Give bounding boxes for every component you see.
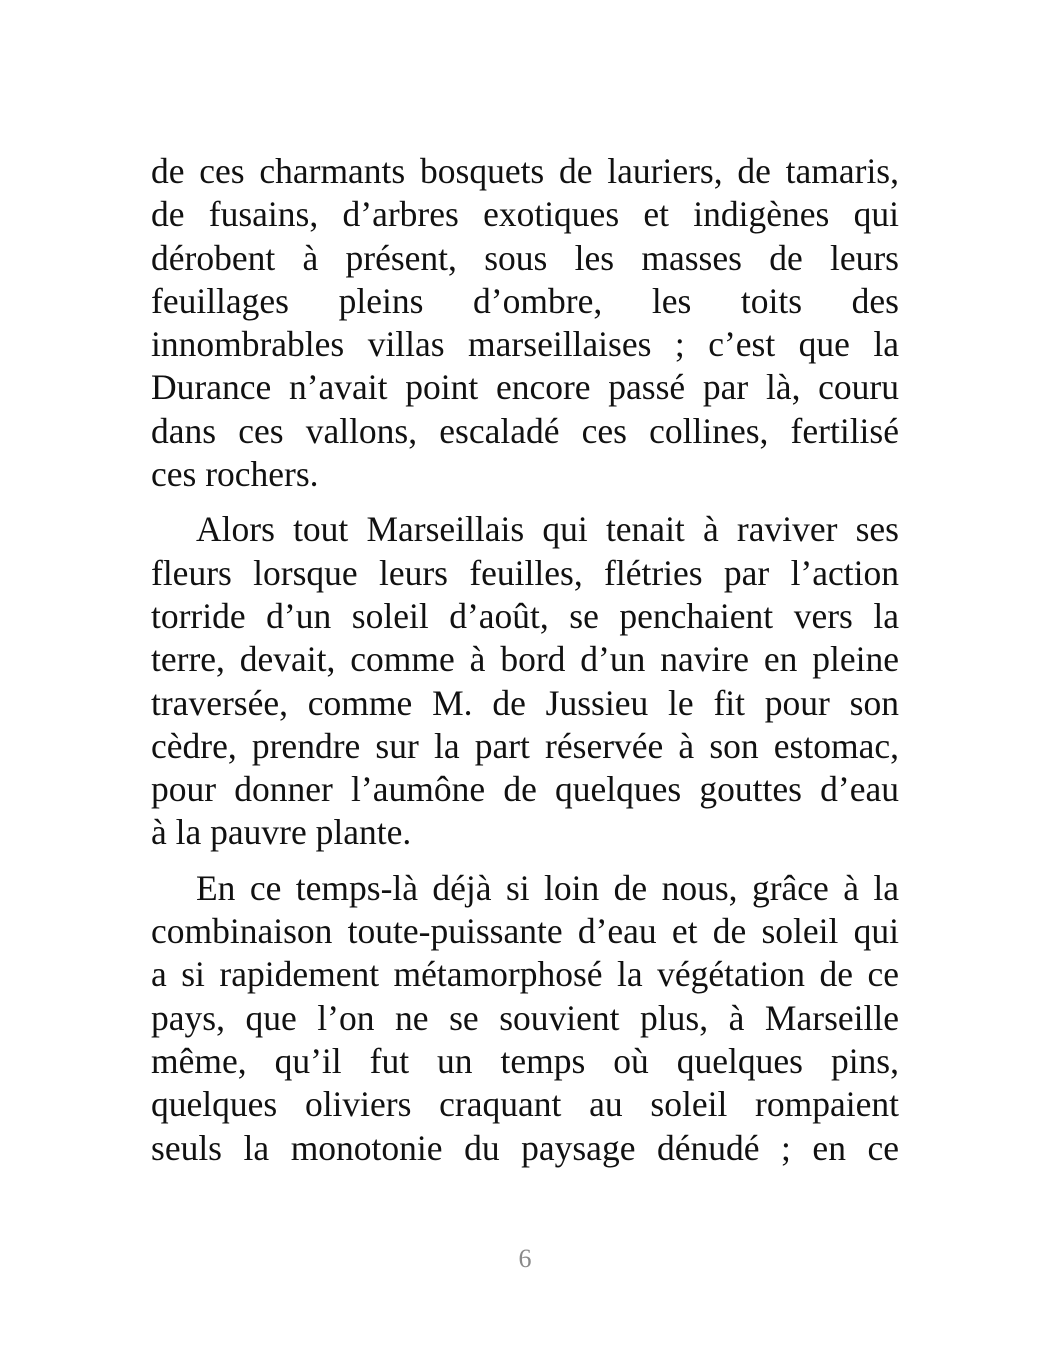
text-line: à la pauvre plante. xyxy=(151,812,412,853)
text-line: pays, que l’on ne se souvient plus, à Marseille xyxy=(151,997,899,1038)
page-number: 6 xyxy=(518,1244,532,1273)
paragraph-1 xyxy=(151,150,899,496)
text-line: fleurs lorsque leurs feuilles, flétries par l’action xyxy=(151,552,899,593)
text-line: En ce temps-là déjà si loin de nous, grâce à la xyxy=(196,867,899,908)
text-line: feuillages pleins d’ombre, les toits des xyxy=(151,280,899,321)
text-line: Alors tout Marseillais qui tenait à raviver ses xyxy=(196,509,899,550)
text-line: quelques oliviers craquant au soleil rompaient xyxy=(151,1084,899,1125)
body-text xyxy=(151,150,899,1182)
text-line: terre, devait, comme à bord d’un navire en pleine xyxy=(151,639,899,680)
text-line: traversée, comme M. de Jussieu le fit pour son xyxy=(151,682,899,723)
text-line: dérobent à présent, sous les masses de leurs xyxy=(151,237,899,278)
paragraph-2 xyxy=(151,508,899,854)
text-line: torride d’un soleil d’août, se penchaient vers la xyxy=(151,595,899,636)
text-line: de ces charmants bosquets de lauriers, de tamaris, xyxy=(151,151,899,191)
text-line: cèdre, prendre sur la part réservée à son estomac, xyxy=(151,725,899,766)
text-line: pour donner l’aumône de quelques gouttes d’eau xyxy=(151,769,899,810)
text-line: de fusains, d’arbres exotiques et indigènes qui xyxy=(151,194,899,235)
text-line: Durance n’avait point encore passé par là, couru xyxy=(151,367,899,408)
text-line: seuls la monotonie du paysage dénudé ; en ce xyxy=(151,1127,899,1168)
text-line: combinaison toute-puissante d’eau et de soleil qui xyxy=(151,911,899,952)
text-line: même, qu’il fut un temps où quelques pins, xyxy=(151,1040,899,1081)
paragraph-3 xyxy=(151,867,899,1170)
text-line: a si rapidement métamorphosé la végétation de ce xyxy=(151,954,899,995)
text-line: dans ces vallons, escaladé ces collines, fertilisé xyxy=(151,410,899,451)
text-line: innombrables villas marseillaises ; c’est que la xyxy=(151,324,899,365)
text-line: ces rochers. xyxy=(151,454,319,495)
